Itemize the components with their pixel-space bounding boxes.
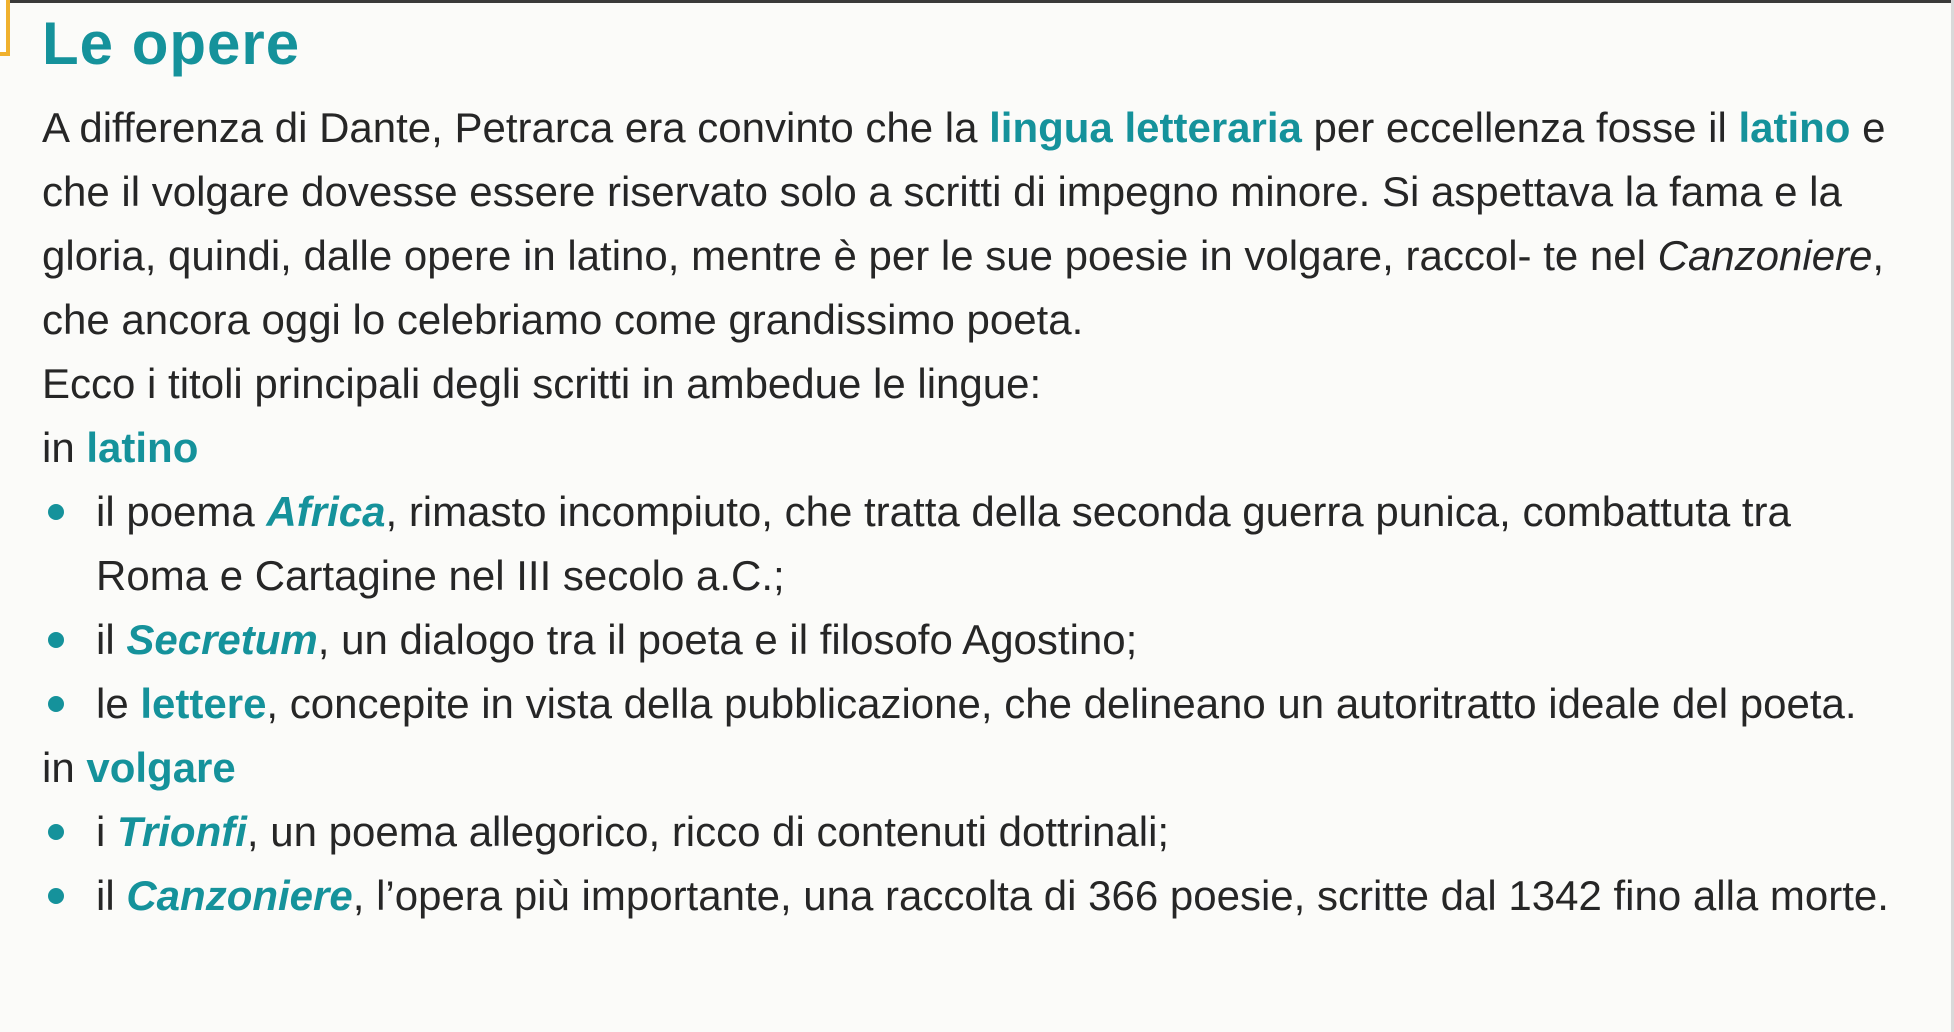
latin-work-secretum: [42, 608, 1902, 672]
document-page: [42, 8, 1902, 928]
latin-work-lettere: [42, 672, 1902, 736]
latin-section-heading: [42, 416, 1902, 480]
volgare-works-list: [42, 800, 1902, 928]
latin-section-label: latino: [86, 424, 199, 471]
bullet-icon: [48, 696, 64, 712]
latin-work-africa-description: , rimasto incompiuto, che tratta della seconda guerra punica, combattuta tra Roma e Cartagine nel III secolo a.C.;: [96, 488, 1791, 599]
bullet-icon: [48, 824, 64, 840]
intro-text-4: , che ancora oggi lo celebriamo come grandissimo poeta.: [42, 232, 1885, 343]
latin-work-lettere-title: lettere: [140, 680, 267, 727]
volgare-work-trionfi-title: Trionfi: [117, 808, 247, 855]
section-corner-marker: [0, 0, 10, 56]
latin-work-africa-title: Africa: [266, 488, 386, 535]
top-border-line: [0, 0, 1954, 3]
volgare-section-heading: [42, 736, 1902, 800]
latin-work-secretum-before: il: [96, 616, 127, 663]
intro-text-1: A differenza di Dante, Petrarca era convinto che la: [42, 104, 990, 151]
volgare-work-trionfi: [42, 800, 1902, 864]
latin-work-lettere-description: , concepite in vista della pubblicazione, che delineano un autoritratto ideale del poeta.: [266, 680, 1857, 727]
intro-text-3: e che il volgare dovesse essere riservato solo a scritti di impegno minore. Si aspettava la fama e la gloria, quindi, dalle opere in latino, mentre è per le sue poesie in volgare, raccol- te nel: [42, 104, 1886, 279]
intro-paragraph: [42, 96, 1902, 352]
latin-works-list: [42, 480, 1902, 736]
volgare-section-label: volgare: [86, 744, 236, 791]
latin-work-secretum-description: , un dialogo tra il poeta e il filosofo Agostino;: [317, 616, 1138, 663]
intro-text-2: per eccellenza fosse il: [1301, 104, 1739, 151]
volgare-work-canzoniere-description: , l’opera più importante, una raccolta di 366 poesie, scritte dal 1342 fino alla morte.: [352, 872, 1889, 919]
latin-work-secretum-title: Secretum: [126, 616, 318, 663]
intro-canzoniere-title: Canzoniere: [1657, 232, 1873, 279]
latin-work-africa: [42, 480, 1902, 608]
bullet-icon: [48, 504, 64, 520]
bullet-icon: [48, 632, 64, 648]
keyword-lingua-letteraria: lingua letteraria: [989, 104, 1302, 151]
volgare-work-trionfi-before: i: [96, 808, 117, 855]
keyword-latino: latino: [1738, 104, 1851, 151]
latin-section-prefix: in: [42, 424, 87, 471]
volgare-section-prefix: in: [42, 744, 87, 791]
volgare-work-canzoniere: [42, 864, 1902, 928]
volgare-work-canzoniere-title: Canzoniere: [126, 872, 353, 919]
volgare-work-trionfi-description: , un poema allegorico, ricco di contenuti dottrinali;: [246, 808, 1170, 855]
bullet-icon: [48, 888, 64, 904]
latin-work-africa-before: il poema: [96, 488, 267, 535]
page-title: Le opere: [42, 10, 301, 77]
volgare-work-canzoniere-before: il: [96, 872, 127, 919]
latin-work-lettere-before: le: [96, 680, 141, 727]
works-intro-line: Ecco i titoli principali degli scritti in ambedue le lingue:: [42, 360, 1042, 407]
